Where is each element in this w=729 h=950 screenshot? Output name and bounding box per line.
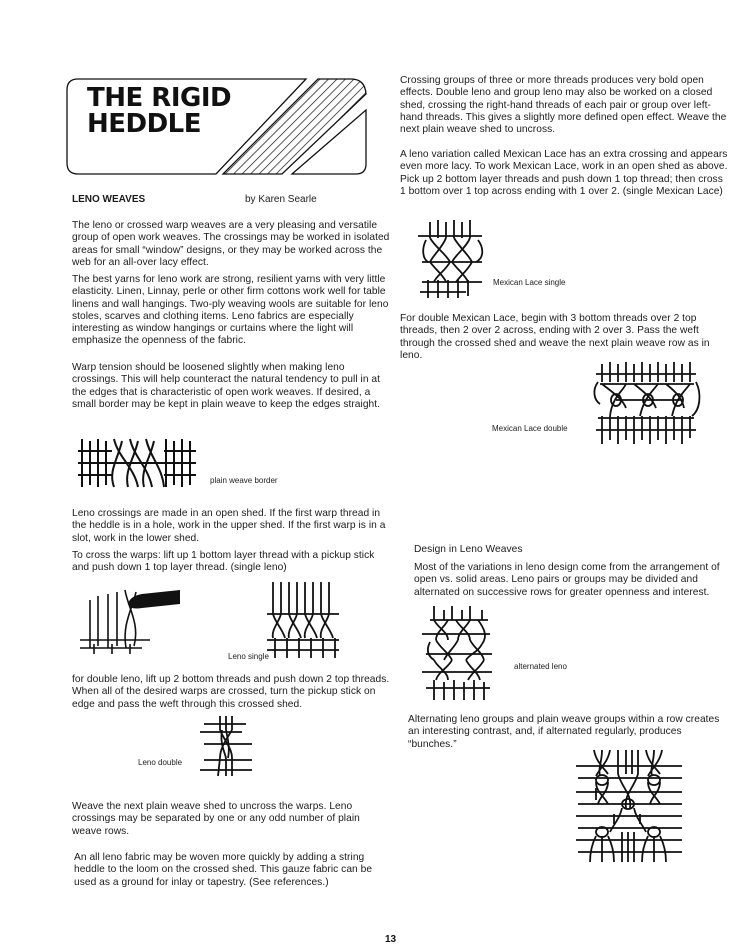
right-paragraph-2: A leno variation called Mexican Lace has an extra crossing and appears even more lacy. To work Mexican Lace, work in an open shed as above. Pick up 2 bottom layer threads and push down 1 top thread; then cross 1 bottom over 1 top across ending with 1 over 2. (single Mexican Lace) — [400, 149, 728, 197]
leno-double-diagram — [198, 714, 254, 778]
page-title — [87, 85, 231, 137]
caption-alternated-leno: alternated leno — [514, 662, 567, 671]
right-paragraph-1: Crossing groups of three or more threads produces very bold open effects. Double leno and group leno may also be worked on a closed shed, crossing the right-hand threads of each pair or group over left-hand threads. This gives a slightly more defined open effect. Weave the next plain weave shed to uncross. — [400, 75, 727, 136]
title-line-2: HEDDLE — [87, 109, 202, 139]
caption-mexican-lace-double: Mexican Lace double — [492, 424, 568, 433]
plain-weave-border-diagram — [78, 437, 198, 489]
left-paragraph-4: Leno crossings are made in an open shed. If the first warp thread in the heddle is in a hole, work in the upper shed. If the first warp is in a slot, work in the lower shed. — [72, 508, 386, 544]
left-paragraph-6: for double leno, lift up 2 bottom threads and push down 2 top threads. When all of the desired warps are crossed, turn the pickup stick on edge and pass the weft through this crossed shed. — [72, 674, 390, 710]
left-paragraph-3: Warp tension should be loosened slightly when making leno crossings. This will help counteract the natural tendency to pull in at the edges that is characteristic of open work weaves. If desired, a small border may be kept in plain weave to keep the edges straight. — [72, 362, 381, 410]
right-paragraph-5: Alternating leno groups and plain weave groups within a row creates an interesting contrast, and, if alternated regularly, produces “bunches.” — [408, 714, 720, 750]
mexican-lace-double-diagram — [592, 360, 704, 446]
left-paragraph-8: An all leno fabric may be woven more quickly by adding a string heddle to the loom on the crossed shed. This gauze fabric can be used as a ground for inlay or tapestry. (See references.) — [74, 852, 373, 888]
alternated-leno-diagram — [422, 604, 498, 702]
caption-plain-weave-border: plain weave border — [210, 476, 278, 485]
pickup-stick-diagram — [80, 588, 190, 658]
left-paragraph-5: To cross the warps: lift up 1 bottom layer thread with a pickup stick and push down 1 top layer thread. (single leno) — [72, 550, 375, 574]
bunches-diagram — [574, 748, 684, 864]
right-paragraph-4: Most of the variations in leno design come from the arrangement of open vs. solid areas. Leno pairs or groups may be divided and alternated on successive rows for greater openness and interest. — [414, 562, 720, 598]
title-line-1: THE RIGID — [87, 83, 232, 113]
caption-mexican-lace-single: Mexican Lace single — [493, 278, 566, 287]
caption-leno-single: Leno single — [228, 652, 269, 661]
left-paragraph-1: The leno or crossed warp weaves are a very pleasing and versatile group of open work weaves. The crossings may be worked in isolated areas for small “window” designs, or they may be worked across the web for an all-over lacy effect. — [72, 220, 390, 268]
design-heading: Design in Leno Weaves — [414, 544, 523, 555]
section-heading: LENO WEAVES — [72, 194, 146, 205]
left-paragraph-7: Weave the next plain weave shed to uncross the warps. Leno crossings may be separated by one or any odd number of plain weave rows. — [72, 801, 360, 837]
right-paragraph-3: For double Mexican Lace, begin with 3 bottom threads over 2 top threads, then 2 over 2 across, ending with 2 over 3. Pass the weft through the crossed shed and weave the next plain weave row as in leno. — [400, 313, 710, 361]
left-paragraph-2: The best yarns for leno work are strong, resilient yarns with very little elasticity. Linen, Linnay, perle or other firm cottons work well for table linens and wall hangings. Two-ply weaving wools are suitable for leno stoles, scarves and clothing items. Leno fabrics are especially interesting as window hangings or curtains where the light will emphasize the openness of the fabric. — [72, 274, 389, 347]
leno-single-diagram — [263, 580, 353, 660]
mexican-lace-single-diagram — [416, 218, 488, 300]
caption-leno-double: Leno double — [138, 758, 183, 767]
author-byline: by Karen Searle — [245, 194, 317, 205]
page-number: 13 — [385, 934, 397, 945]
